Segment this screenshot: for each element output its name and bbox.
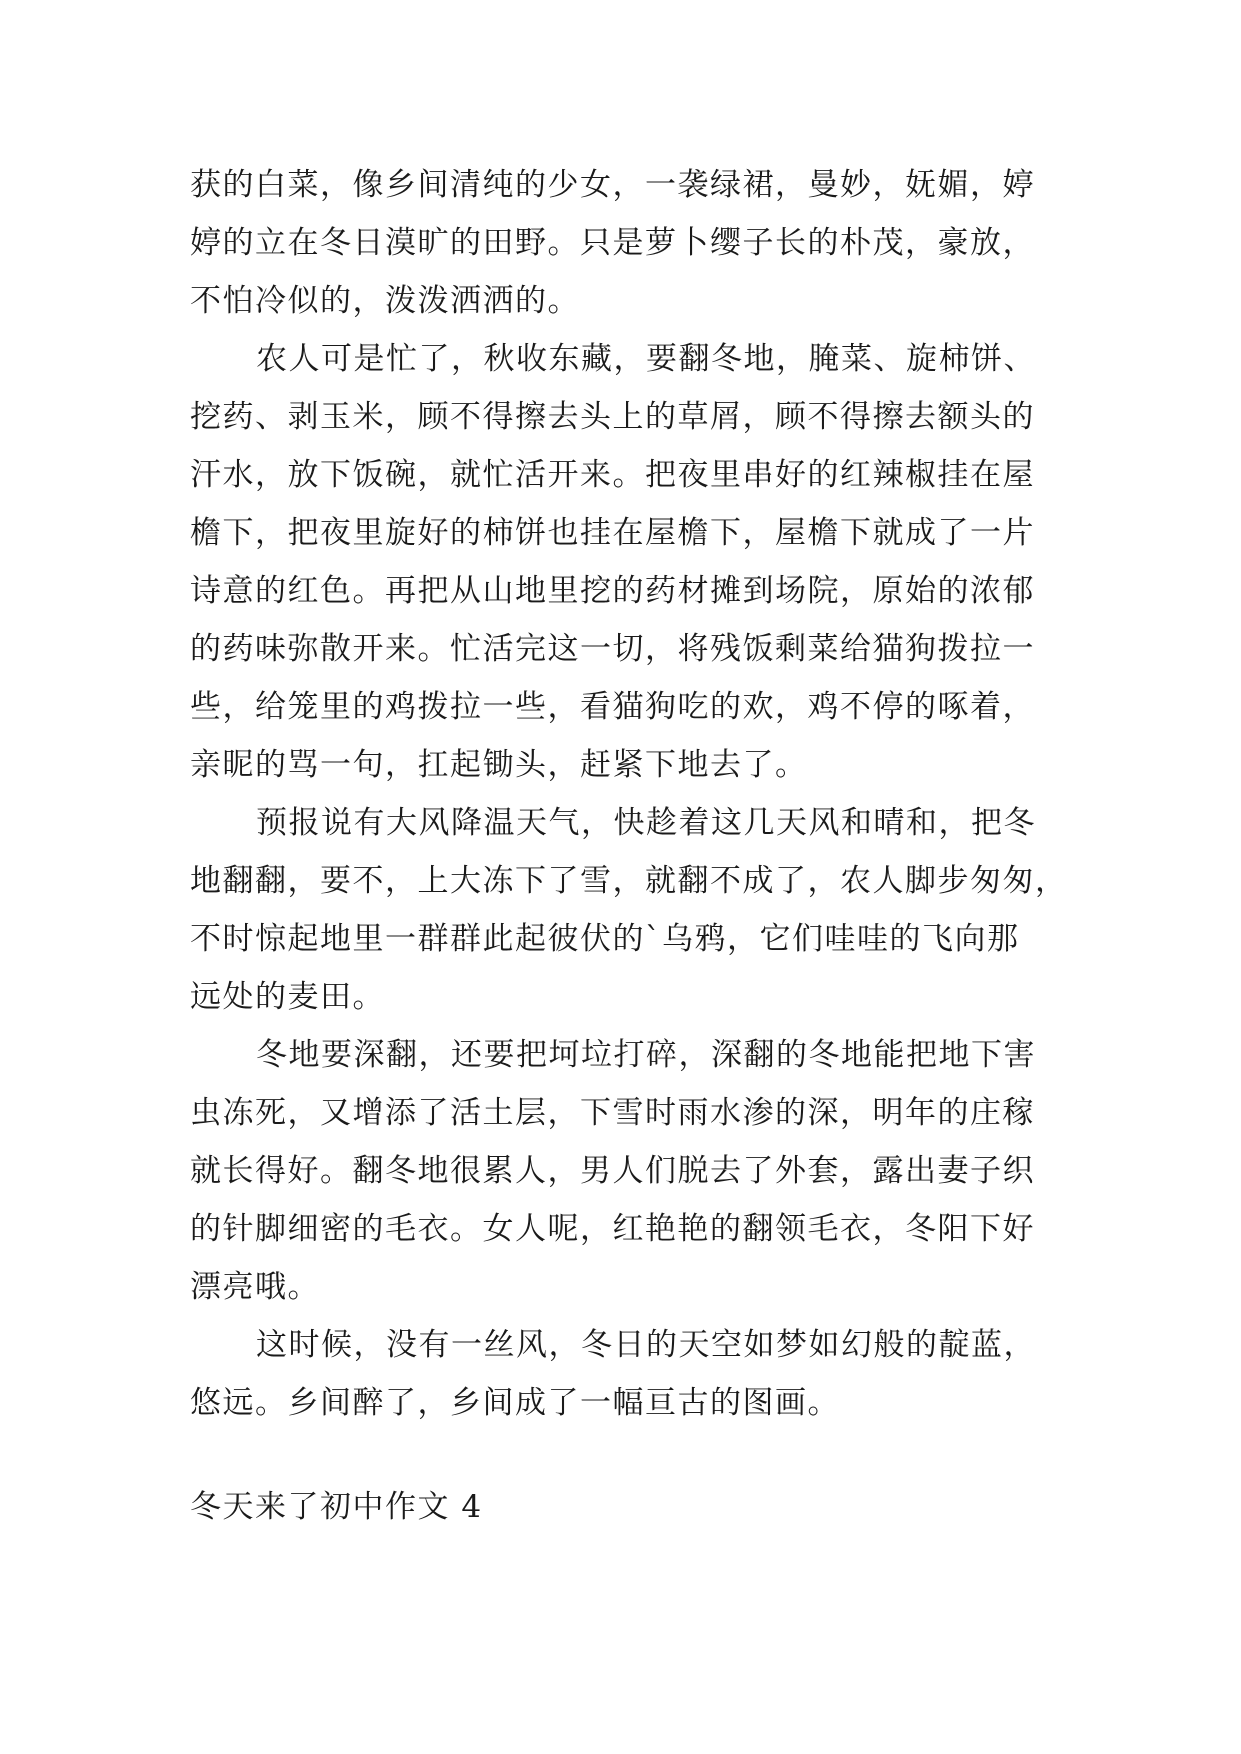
text-line: 挖药、剥玉米，顾不得擦去头上的草屑，顾不得擦去额头的 (190, 399, 1035, 435)
text-line: 的针脚细密的毛衣。女人呢，红艳艳的翻领毛衣，冬阳下好 (190, 1211, 1035, 1247)
text-line: 地翻翻，要不，上大冻下了雪，就翻不成了，农人脚步匆匆， (190, 863, 1068, 899)
paragraph-1 (190, 156, 1090, 330)
text-line: 些，给笼里的鸡拨拉一些，看猫狗吃的欢，鸡不停的啄着， (190, 689, 1035, 725)
section-heading: 冬天来了初中作文 4 (190, 1489, 483, 1525)
document-body (190, 156, 1090, 1536)
text-line: 虫冻死，又增添了活土层，下雪时雨水渗的深，明年的庄稼 (190, 1095, 1035, 1131)
text-line: 汗水，放下饭碗，就忙活开来。把夜里串好的红辣椒挂在屋 (190, 457, 1035, 493)
text-line: 悠远。乡间醉了，乡间成了一幅亘古的图画。 (190, 1385, 840, 1421)
text-line: 冬地要深翻，还要把坷垃打碎，深翻的冬地能把地下害 (256, 1037, 1036, 1073)
text-line: 就长得好。翻冬地很累人，男人们脱去了外套，露出妻子织 (190, 1153, 1035, 1189)
paragraph-3 (190, 794, 1090, 1026)
text-line: 的药味弥散开来。忙活完这一切，将残饭剩菜给猫狗拨拉一 (190, 631, 1035, 667)
paragraph-4 (190, 1026, 1090, 1316)
text-line: 远处的麦田。 (190, 979, 385, 1015)
text-line: 不怕冷似的，泼泼洒洒的。 (190, 283, 580, 319)
text-line: 亲昵的骂一句，扛起锄头，赶紧下地去了。 (190, 747, 808, 783)
text-line: 农人可是忙了，秋收东藏，要翻冬地，腌菜、旋柿饼、 (256, 341, 1036, 377)
paragraph-5 (190, 1316, 1090, 1432)
text-line: 预报说有大风降温天气，快趁着这几天风和晴和，把冬 (256, 805, 1036, 841)
text-line: 诗意的红色。再把从山地里挖的药材摊到场院，原始的浓郁 (190, 573, 1035, 609)
text-line: 获的白菜，像乡间清纯的少女，一袭绿裙，曼妙，妩媚，婷 (190, 167, 1035, 203)
text-line: 檐下，把夜里旋好的柿饼也挂在屋檐下，屋檐下就成了一片 (190, 515, 1035, 551)
text-line: 婷的立在冬日漠旷的田野。只是萝卜缨子长的朴茂，豪放， (190, 225, 1035, 261)
text-line: 不时惊起地里一群群此起彼伏的`乌鸦，它们哇哇的飞向那 (190, 921, 1020, 957)
text-line: 这时候，没有一丝风，冬日的天空如梦如幻般的靛蓝， (256, 1327, 1036, 1363)
text-line: 漂亮哦。 (190, 1269, 320, 1305)
paragraph-2 (190, 330, 1090, 794)
